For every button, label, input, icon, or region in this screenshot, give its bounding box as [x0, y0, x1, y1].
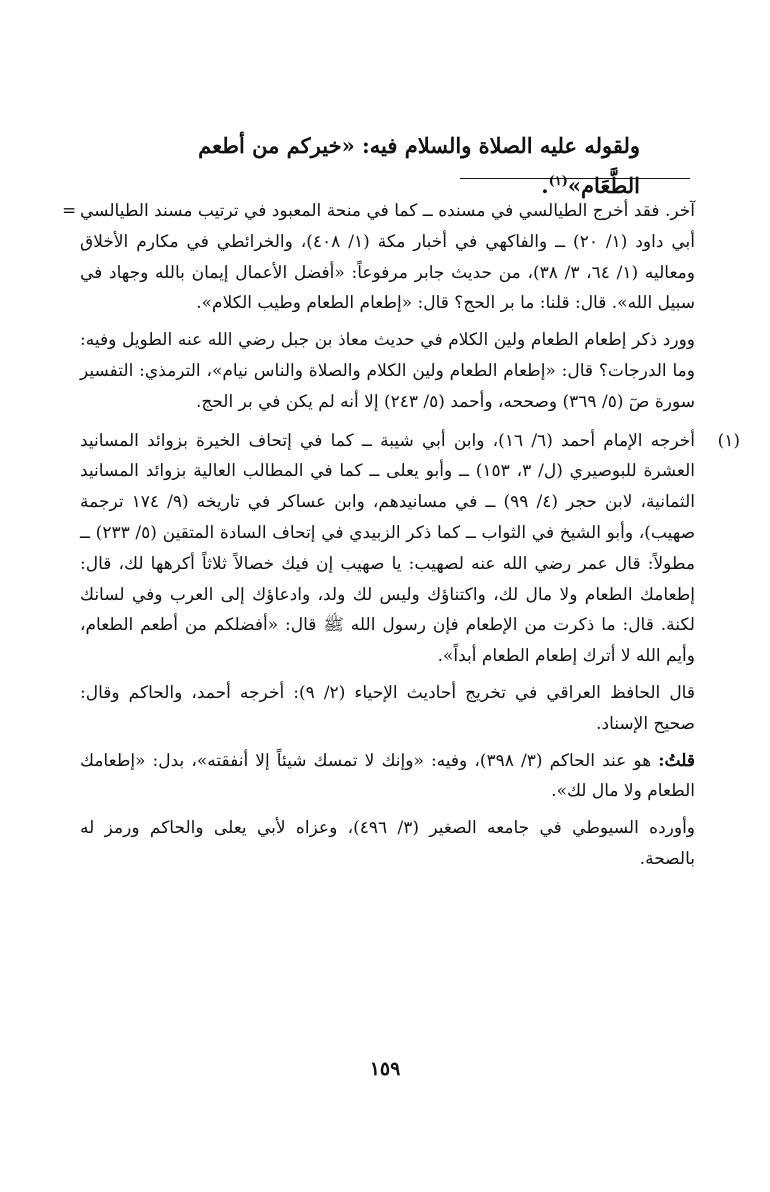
page-number: ١٥٩ [369, 1058, 401, 1080]
continuation-paragraph-2: وورد ذكر إطعام الطعام ولين الكلام في حديث معاذ بن جبل رضي الله عنه الطويل وفيه: وما الدرجات؟ قال: «إطعام الطعام ولين الكلام والصلاة والناس نيام»، الترمذي: التفسير سورة صٓ (٥/ ٣٦٩) وصححه، وأحمد (٥/ ٢٤٣) إلا أنه لم يكن في بر الحج. [80, 330, 695, 412]
footnote-1-paragraph-3 [80, 746, 695, 808]
footnote-1-marker: (١) [717, 430, 740, 451]
footnote-reference: (١) [548, 174, 568, 189]
main-text-line [120, 128, 640, 204]
main-text-end: . [541, 173, 549, 198]
footnote-1-paragraph-4: وأورده السيوطي في جامعه الصغير (٣/ ٤٩٦)، وعزاه لأبي يعلى والحاكم ورمز له بالصحة. [80, 818, 695, 869]
footnotes [62, 196, 740, 883]
continuation-paragraph-1: آخر. فقد أخرج الطيالسي في مسنده ــ كما في منحة المعبود في ترتيب مسند الطيالسي أبي داود (١/ ٢٠) ــ والفاكهي في أخبار مكة (١/ ٤٠٨)، والخرائطي في مكارم الأخلاق ومعاليه (١/ ٦٤، ٣/ ٣٨)، من حديث جابر مرفوعاً: «أفضل الأعمال إيمان بالله وجهاد في سبيل الله». قال: قلنا: ما بر الحج؟ قال: «إطعام الطعام وطيب الكلام». [80, 201, 696, 314]
footnote-separator [460, 178, 690, 179]
footnote-1-label: قلتُ: [658, 750, 695, 771]
footnote-1-paragraph-1: أخرجه الإمام أحمد (٦/ ١٦)، وابن أبي شيبة ــ كما في إتحاف الخيرة بزوائد المسانيد العشرة للبوصيري (ل/ ٣، ١٥٣) ــ وأبو يعلى ــ كما في المطالب العالية بزوائد المسانيد الثمانية، لابن حجر (٤/ ٩٩) ــ في مسانيدهم، وابن عساكر في تاريخه (٩/ ١٧٤ ترجمة صهيب)، وأبو الشيخ في الثواب ــ كما ذكر الزبيدي في إتحاف السادة المتقين (٥/ ٢٣٣) ــ مطولاً: قال عمر رضي الله عنه لصهيب: يا صهيب إن فيك خصالاً ثلاثاً أكرهها لك، قال: إطعامك الطعام ولا مال لك، واكتناؤك وليس لك ولد، وادعاؤك إلى العرب وفي لسانك لكنة. قال: ما ذكرت من الإطعام فإن رسول الله ﷺ قال: «أفضلكم من أطعم الطعام، وأيم الله لا أترك إطعام الطعام أبداً». [80, 430, 696, 667]
main-text: ولقوله عليه الصلاة والسلام فيه: «خيركم من أطعم الطَّعَام» [198, 133, 640, 198]
footnote-1-paragraph-3-text: هو عند الحاكم (٣/ ٣٩٨)، وفيه: «وإنك لا تمسك شيئاً إلا أنفقته»، بدل: «إطعامك الطعام ولا مال لك». [80, 750, 695, 802]
continuation-marker: = [62, 201, 77, 221]
footnote-continuation [62, 196, 696, 418]
footnote-1-paragraph-2: قال الحافظ العراقي في تخريج أحاديث الإحياء (٢/ ٩): أخرجه أحمد، والحاكم وقال: صحيح الإسناد. [80, 682, 695, 734]
footnote-1 [80, 426, 740, 875]
